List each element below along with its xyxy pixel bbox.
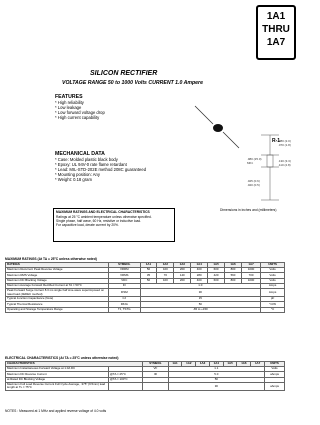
table-cell: 30	[168, 382, 264, 390]
table-cell: pF	[261, 297, 285, 302]
table-cell: 70	[157, 273, 174, 278]
diode-outline-drawing	[175, 100, 295, 220]
column-header: 1A1	[168, 362, 182, 367]
part-number-bottom: 1A7	[266, 37, 286, 48]
electrical-heading: ELECTRICAL CHARACTERISTICS (At TA = 25°C unless otherwise noted)	[5, 356, 119, 360]
table-cell: 1.0	[140, 283, 261, 288]
table-cell: Maximum DC Blocking Voltage	[6, 278, 109, 283]
table-cell: Volts	[265, 367, 285, 372]
column-header: UNITS	[265, 362, 285, 367]
table-cell: @TA = 25°C	[109, 372, 143, 377]
table-cell: Maximum DC Reverse Current	[6, 372, 109, 377]
package-drawing	[175, 100, 295, 220]
part-number-top: 1A1	[266, 11, 286, 22]
mechanical-item: * Epoxy: UL 94V-0 rate flame retardant	[55, 162, 127, 167]
feature-item: * Low forward voltage drop	[55, 110, 105, 115]
column-header: SYMBOL	[143, 362, 168, 367]
mechanical-item: * Mounting position: Any	[55, 172, 100, 177]
ratings-note-line: Ratings at 25 °C ambient temperature unless otherwise specified.	[56, 215, 152, 219]
table-cell: °C	[261, 307, 285, 312]
features-heading: FEATURES	[55, 94, 83, 100]
table-cell: Amps	[261, 288, 285, 296]
table-cell: Peak Forward Surge Current 8.3 ms single half sine-wave superimposed on rated load (JEDEC method)	[6, 288, 109, 296]
mechanical-section	[55, 152, 155, 182]
table-cell: 200	[174, 268, 191, 273]
table-cell: 700	[241, 273, 260, 278]
ratings-note-box	[53, 208, 175, 242]
table-cell: Volts	[261, 278, 285, 283]
column-header: 1A7	[251, 362, 265, 367]
table-row	[6, 288, 285, 296]
column-header: CHARACTERISTICS	[6, 362, 143, 367]
table-cell: @TA = 100°C	[109, 377, 143, 382]
column-header: 1A2	[182, 362, 196, 367]
svg-text:.080 (2.0): .080 (2.0)	[278, 139, 291, 143]
table-cell: Typical Thermal Resistance	[6, 302, 109, 307]
column-header: RATINGS	[6, 263, 109, 268]
table-cell: 30	[140, 288, 261, 296]
table-cell: VF	[143, 367, 168, 372]
table-cell: Volts	[261, 268, 285, 273]
ratings-note-heading: MAXIMUM RATINGS AND ELECTRICAL CHARACTERISTICS	[56, 210, 150, 214]
column-header: 1A1	[140, 263, 157, 268]
table-cell: at Rated DC Blocking Voltage	[6, 377, 109, 382]
svg-text:.110 (2.8): .110 (2.8)	[278, 163, 291, 167]
table-row	[6, 382, 285, 390]
table-cell: IR	[143, 372, 168, 377]
table-cell: Maximum Full Load Reverse Current Full Cycle Average, .375" (9.5mm) lead length at TL = 75°C	[6, 382, 109, 390]
table-cell	[143, 382, 168, 390]
dimensions-note: Dimensions in inches and (millimeters)	[220, 208, 277, 212]
features-section	[55, 95, 145, 120]
table-cell: IO	[109, 283, 141, 288]
table-cell: 400	[191, 278, 208, 283]
notes-text: NOTES : Measured at 1 MHz and applied reverse voltage of 4.0 volts	[5, 409, 107, 413]
column-header: 1A6	[225, 263, 242, 268]
table-cell: 1000	[241, 268, 260, 273]
table-cell: Operating and Storage Temperature Range	[6, 307, 109, 312]
table-cell: uAmps	[265, 382, 285, 390]
feature-item: * High reliability	[55, 100, 84, 105]
package-label: R-1	[272, 138, 281, 144]
table-cell: 600	[208, 278, 225, 283]
table-cell: °C/W	[261, 302, 285, 307]
table-cell: -65 to +150	[140, 307, 261, 312]
column-header: UNITS	[261, 263, 285, 268]
table-cell: VDC	[109, 278, 141, 283]
table-cell: RθJA	[109, 302, 141, 307]
table-cell: 50	[140, 268, 157, 273]
table-cell: 1.1	[168, 367, 264, 372]
table-cell: Maximum Average Forward Rectified Current at TA = 50°C	[6, 283, 109, 288]
table-cell: 800	[225, 268, 242, 273]
column-header: 1A5	[208, 263, 225, 268]
column-header: 1A2	[157, 263, 174, 268]
table-cell: Typical Junction Capacitance (Note)	[6, 297, 109, 302]
table-cell: 15	[140, 297, 261, 302]
table-cell: Maximum Instantaneous Forward Voltage at 1.0A DC	[6, 367, 109, 372]
mechanical-item: * Lead: MIL-STD-202E method 208C guaranteed	[55, 167, 147, 172]
svg-text:MIN.: MIN.	[247, 161, 254, 165]
table-cell: 50	[140, 302, 261, 307]
svg-text:.020 (0.5): .020 (0.5)	[247, 183, 260, 187]
table-cell: Maximum Recurrent Peak Reverse Voltage	[6, 268, 109, 273]
svg-text:.025 (0.6): .025 (0.6)	[247, 179, 260, 183]
mechanical-item: * Weight: 0.18 gram	[55, 177, 92, 182]
column-header: 1A6	[237, 362, 251, 367]
table-cell: VRRM	[109, 268, 141, 273]
table-cell: 600	[208, 268, 225, 273]
table-cell: 5.0	[168, 372, 264, 377]
table-cell: 400	[191, 268, 208, 273]
table-cell: 420	[208, 273, 225, 278]
svg-text:.980 (25.0): .980 (25.0)	[247, 157, 262, 161]
column-header: 1A4	[209, 362, 223, 367]
table-cell	[109, 382, 143, 390]
table-cell: TJ, TSTG	[109, 307, 141, 312]
table-cell: 140	[174, 273, 191, 278]
feature-item: * Low leakage	[55, 105, 82, 110]
page-subtitle: VOLTAGE RANGE 50 to 1000 Volts CURRENT 1.0 Ampere	[62, 80, 203, 86]
table-cell: 50	[168, 377, 264, 382]
part-number-box	[256, 5, 296, 60]
table-cell: 800	[225, 278, 242, 283]
page-title: SILICON RECTIFIER	[90, 70, 158, 77]
electrical-table	[5, 361, 285, 391]
column-header: 1A4	[191, 263, 208, 268]
max-ratings-table	[5, 262, 285, 313]
ratings-note-line: Single phase, half wave, 60 Hz, resistive or inductive load.	[56, 219, 142, 223]
column-header: SYMBOL	[109, 263, 141, 268]
table-cell: 100	[157, 268, 174, 273]
max-ratings-heading: MAXIMUM RATINGS (At TA = 25°C unless otherwise noted)	[5, 257, 97, 261]
table-cell: VRMS	[109, 273, 141, 278]
table-cell: 35	[140, 273, 157, 278]
table-cell: 100	[157, 278, 174, 283]
table-cell: CJ	[109, 297, 141, 302]
column-header: 1A3	[174, 263, 191, 268]
table-cell: Volts	[261, 273, 285, 278]
svg-text:.130 (3.3): .130 (3.3)	[278, 159, 291, 163]
column-header: 1A5	[223, 362, 237, 367]
svg-text:.070 (1.8): .070 (1.8)	[278, 143, 291, 147]
table-cell: 200	[174, 278, 191, 283]
table-cell: 280	[191, 273, 208, 278]
table-cell: 50	[140, 278, 157, 283]
table-cell: Amps	[261, 283, 285, 288]
feature-item: * High current capability	[55, 115, 100, 120]
table-cell: IFSM	[109, 288, 141, 296]
table-row	[6, 307, 285, 312]
ratings-note-line: For capacitive load, derate current by 20%.	[56, 223, 119, 227]
table-cell: 560	[225, 273, 242, 278]
table-cell: Maximum RMS Voltage	[6, 273, 109, 278]
part-number-middle: THRU	[262, 24, 290, 35]
column-header: 1A3	[196, 362, 210, 367]
column-header: 1A7	[241, 263, 260, 268]
table-cell: uAmps	[265, 372, 285, 377]
mechanical-item: * Case: Molded plastic black body	[55, 157, 118, 162]
table-cell: 1000	[241, 278, 260, 283]
mechanical-heading: MECHANICAL DATA	[55, 151, 105, 157]
